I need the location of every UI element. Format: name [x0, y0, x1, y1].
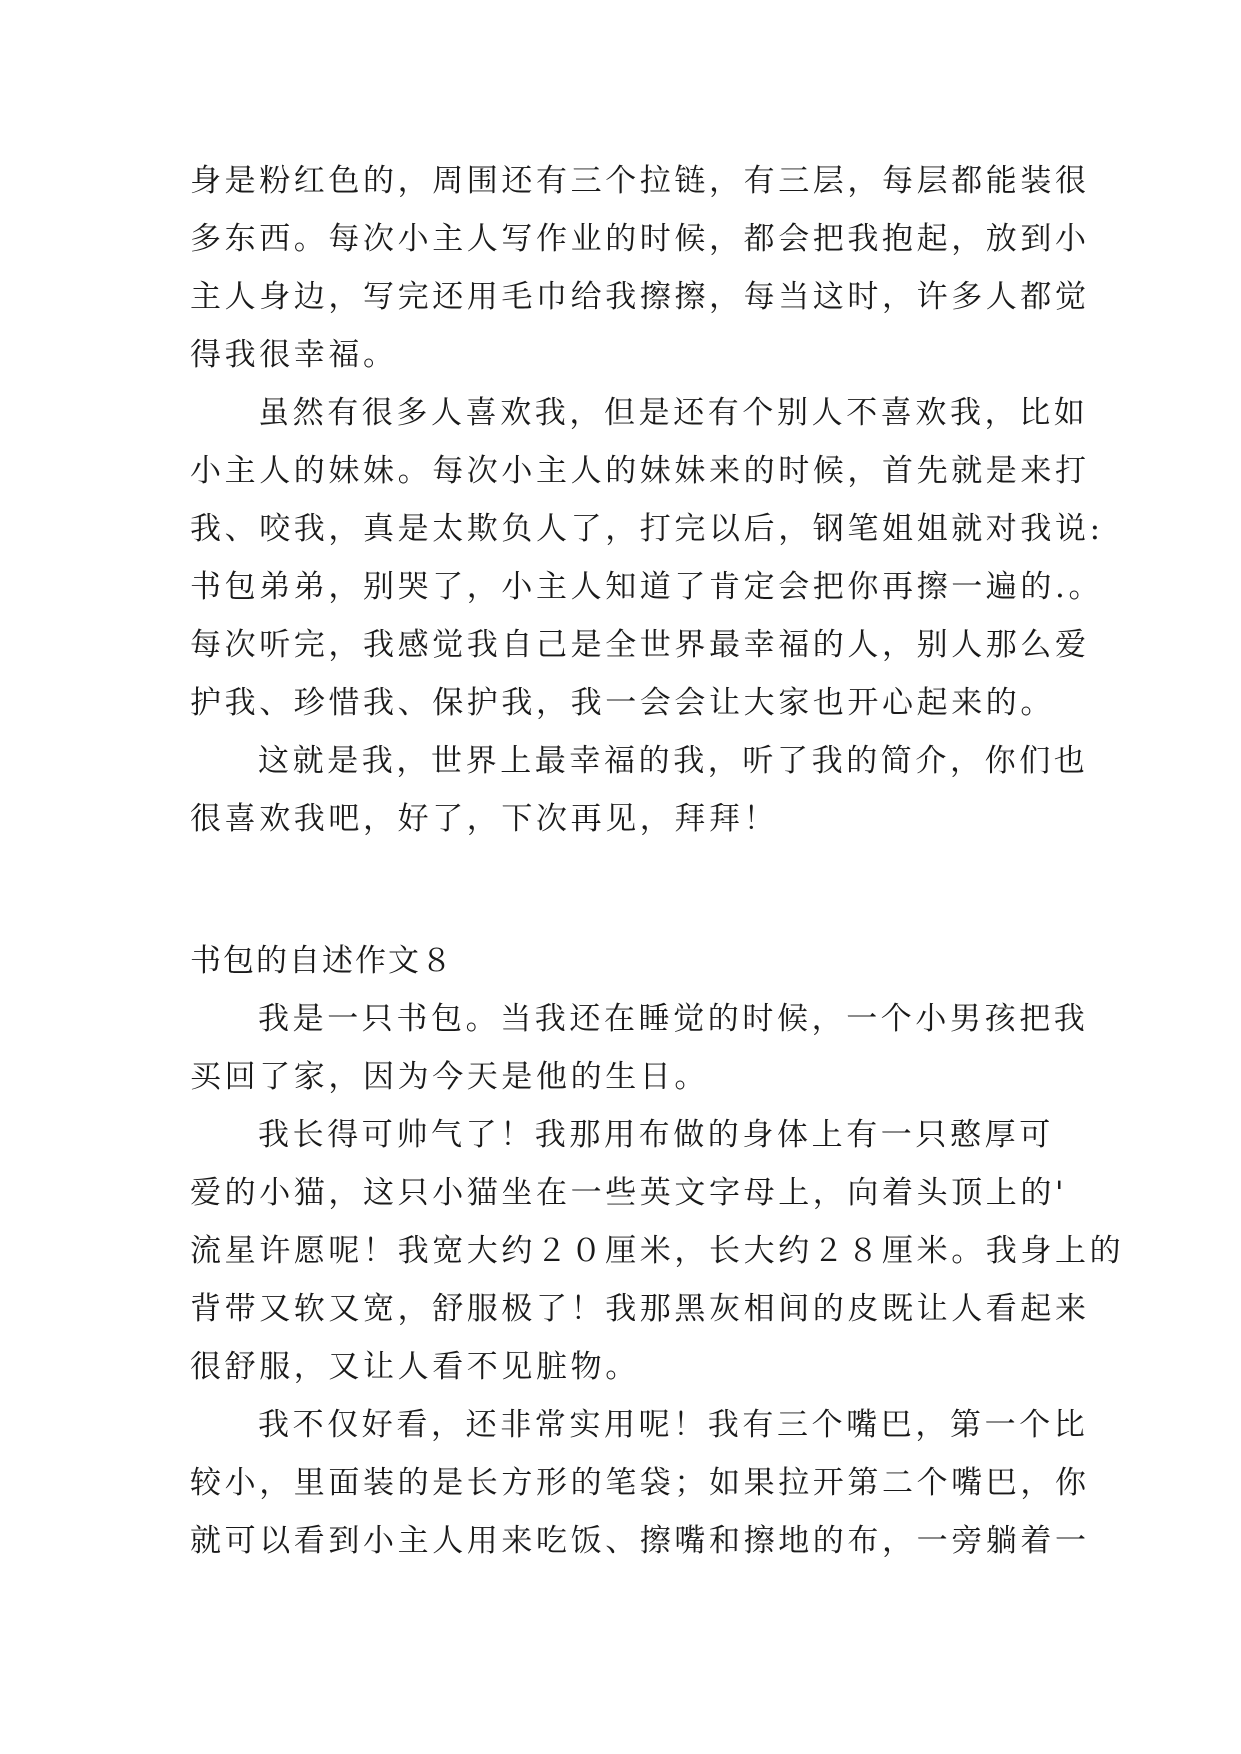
text-line: 就可以看到小主人用来吃饭、擦嘴和擦地的布，一旁躺着一: [190, 1523, 1090, 1559]
text-line: 书包弟弟，别哭了，小主人知道了肯定会把你再擦一遍的.。: [190, 569, 1104, 605]
text-line: 我不仅好看，还非常实用呢！我有三个嘴巴，第一个比: [258, 1407, 1089, 1443]
paragraph-intro: [190, 990, 1089, 1106]
section-heading: 书包的自述作文８: [190, 943, 454, 979]
text-line: 多东西。每次小主人写作业的时候，都会把我抱起，放到小: [190, 221, 1090, 257]
text-line: 我长得可帅气了！我那用布做的身体上有一只憨厚可: [258, 1117, 1054, 1153]
text-line: 虽然有很多人喜欢我，但是还有个别人不喜欢我，比如: [258, 395, 1089, 431]
paragraph-bag-description: [190, 152, 1090, 384]
text-line: 得我很幸福。: [190, 337, 398, 373]
text-line: 每次听完，我感觉我自己是全世界最幸福的人，别人那么爱: [190, 627, 1090, 663]
text-line: 主人身边，写完还用毛巾给我擦擦，每当这时，许多人都觉: [190, 279, 1090, 315]
paragraph-sister: [190, 384, 1104, 732]
paragraph-usefulness: [190, 1396, 1090, 1570]
document-page: [190, 152, 1125, 1570]
text-line: 身是粉红色的，周围还有三个拉链，有三层，每层都能装很: [190, 163, 1090, 199]
text-line: 爱的小猫，这只小猫坐在一些英文字母上，向着头顶上的': [190, 1175, 1068, 1211]
text-line: 护我、珍惜我、保护我，我一会会让大家也开心起来的。: [190, 685, 1055, 721]
text-line: 我是一只书包。当我还在睡觉的时候，一个小男孩把我: [258, 1001, 1089, 1037]
text-line: 很喜欢我吧，好了，下次再见，拜拜！: [190, 801, 779, 837]
text-line: 我、咬我，真是太欺负人了，打完以后，钢笔姐姐就对我说:: [190, 511, 1104, 547]
text-line: 很舒服，又让人看不见脏物。: [190, 1349, 640, 1385]
text-line: 较小，里面装的是长方形的笔袋；如果拉开第二个嘴巴，你: [190, 1465, 1090, 1501]
paragraph-appearance: [190, 1106, 1125, 1396]
text-line: 这就是我，世界上最幸福的我，听了我的简介，你们也: [258, 743, 1089, 779]
text-line: 背带又软又宽，舒服极了！我那黑灰相间的皮既让人看起来: [190, 1291, 1090, 1327]
section-spacer: [190, 848, 1052, 932]
text-line: 买回了家，因为今天是他的生日。: [190, 1059, 709, 1095]
paragraph-closing: [190, 732, 1089, 848]
text-line: 小主人的妹妹。每次小主人的妹妹来的时候，首先就是来打: [190, 453, 1090, 489]
text-line: 流星许愿呢！我宽大约２０厘米，长大约２８厘米。我身上的: [190, 1233, 1125, 1269]
